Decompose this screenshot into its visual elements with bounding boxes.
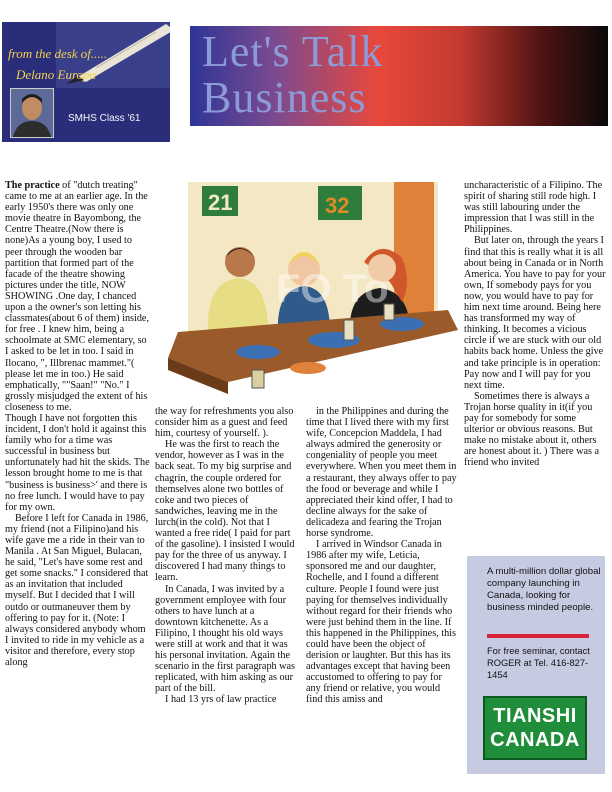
ad-headline: A multi-million dollar global company launching in Canada, looking for business minded people. bbox=[487, 566, 601, 613]
tianshi-logo bbox=[483, 696, 587, 760]
paragraph: the way for refreshments you also consider him as a guest and feed him, courtesy of yourself. ). bbox=[155, 406, 294, 440]
article-column-2 bbox=[155, 406, 298, 706]
paragraph: in the Philippines and during the time that I lived there with my first wife, Concepcion Maddela, I had always admired the generosity or congeniality of people you meet everywhere. When you meet them in a restaurant, they always offer to pay the food or beverage and while I appreciated their kind offer, I had to decline always for the sake of delicadeza and fearing the Trojan horse syndrome. bbox=[306, 406, 457, 540]
photo-watermark: FO To bbox=[276, 267, 389, 311]
paragraph-lead: The practice bbox=[5, 180, 60, 191]
article-column-1 bbox=[5, 180, 150, 668]
from-the-desk-label: from the desk of..... bbox=[8, 46, 108, 61]
paragraph: But later on, through the years I find that this is really what it is all about being in Canada or in North America. You have to pay for your own, If somebody pays for you now, you would have to pay for him next time around. Being here has transformed my way of thinking. It becomes a vicious circle if we are stuck with our old habits back home. Unless the give and take principle is in operation: Pay now and I will pay for you next time. bbox=[464, 235, 606, 391]
ad-divider bbox=[487, 634, 589, 638]
author-box bbox=[2, 22, 170, 142]
logo-line-2: CANADA bbox=[490, 729, 580, 751]
paragraph: He was the first to reach the vendor, however as I was in the back seat. To my big surprise and chagrin, the couple ordered for themselves alone two bottles of coke and two pieces of sandwiches, leaving me in the lurch(in the cold). Not that I wanted a free ride( I paid for part of the gasoline). I insisted I would pay for the three of us anyway. I discovered I had many things to learn. bbox=[155, 439, 295, 584]
paragraph: Sometimes there is always a Trojan horse quality in it(if you pay for somebody for some ulterior or obvious reasons. But make no mistake about it, others are honest about it. ) There was a friend who invited bbox=[464, 390, 600, 469]
title-banner bbox=[190, 26, 608, 126]
paragraph: Before I left for Canada in 1986, my friend (not a Filipino)and his wife gave me a ride in their van to Manila . At San Miguel, Bulacan, he said, "Let's have some rest and get some snacks." I considered that as an invitation that included myself. But I decided that I will outdo or outmaneuver them by offering to pay for it. (Note: I always considered anybody whom I invited to ride in my vehicle as a visitor and therefore, every stop along bbox=[5, 512, 149, 669]
paragraph bbox=[5, 180, 150, 413]
paragraph: I had 13 yrs of law practice bbox=[165, 694, 277, 706]
logo-line-1: TIANSHI bbox=[493, 705, 577, 727]
title-line-2: Business bbox=[202, 73, 367, 122]
article-column-4 bbox=[464, 180, 607, 468]
author-name: Delano Europa bbox=[16, 67, 97, 82]
scoreboard-left-number: 21 bbox=[208, 190, 233, 215]
advertisement-box bbox=[467, 556, 605, 774]
author-photo bbox=[10, 88, 54, 138]
paragraph: uncharacteristic of a Filipino. The spirit of sharing still rode high. I was still labouring under the impression that I was still in the Philippines. bbox=[464, 180, 603, 236]
scoreboard-right-number: 32 bbox=[325, 193, 350, 218]
class-label: SMHS Class '61 bbox=[68, 113, 141, 124]
article-column-3 bbox=[306, 406, 458, 706]
ad-contact: For free seminar, contact ROGER at Tel. 416-827-1454 bbox=[487, 646, 590, 680]
paragraph: In Canada, I was invited by a government employee with four others to have lunch at a downtown kitchenette. As a Filipino, I thought his old ways were still at work and that it was his personal invitation. Again the scenario in the first paragraph was replicated, with him asking as our part of the bill. bbox=[155, 583, 296, 695]
paragraph-text: of "dutch treating" came to me at an earlier age. In the early 1950's there was only one movie theatre in Bayombong, the Centre Theatre.(Now there is none)As a young boy, I used to peer through the wooden bar partition that formed part of the facade of the theatre showing pictures under the title, NOW SHOWING .One day, I chanced upon a the owner's son letting his classmates(about 6 of them) inside, for free . I knew him, being a schoolmate at SMC elementary, so I asked to be let in too. I said in Ilocano, ", Illbrenac mammet."( please let me in too.) He said emphatically, ""Saan!" "No." I grossly misjudged the extent of his closeness to me. bbox=[5, 180, 150, 413]
paragraph: Though I have not forgotten this incident, I don't hold it against this family who for a time was successful in business but unfortunately had hit the skids. The lesson brought home to me is that "business is business>' and there is no free lunch. I would have to pay for my own. bbox=[5, 412, 150, 513]
diners-illustration bbox=[158, 182, 458, 400]
title-line-1: Let's Talk bbox=[202, 27, 384, 76]
paragraph: I arrived in Windsor Canada in 1986 after my wife, Leticia, sponsored me and our daughter, Rochelle, and I found a different culture. People I found were just paying for themselves individually without regard for their friends who were just behind them in the line. If this happened in the Philippines, this could have been the object of derision or laughter. But this has its advantages except that having been accustomed to offering to pay for any friend or relative, you would find this amiss and bbox=[306, 539, 456, 706]
